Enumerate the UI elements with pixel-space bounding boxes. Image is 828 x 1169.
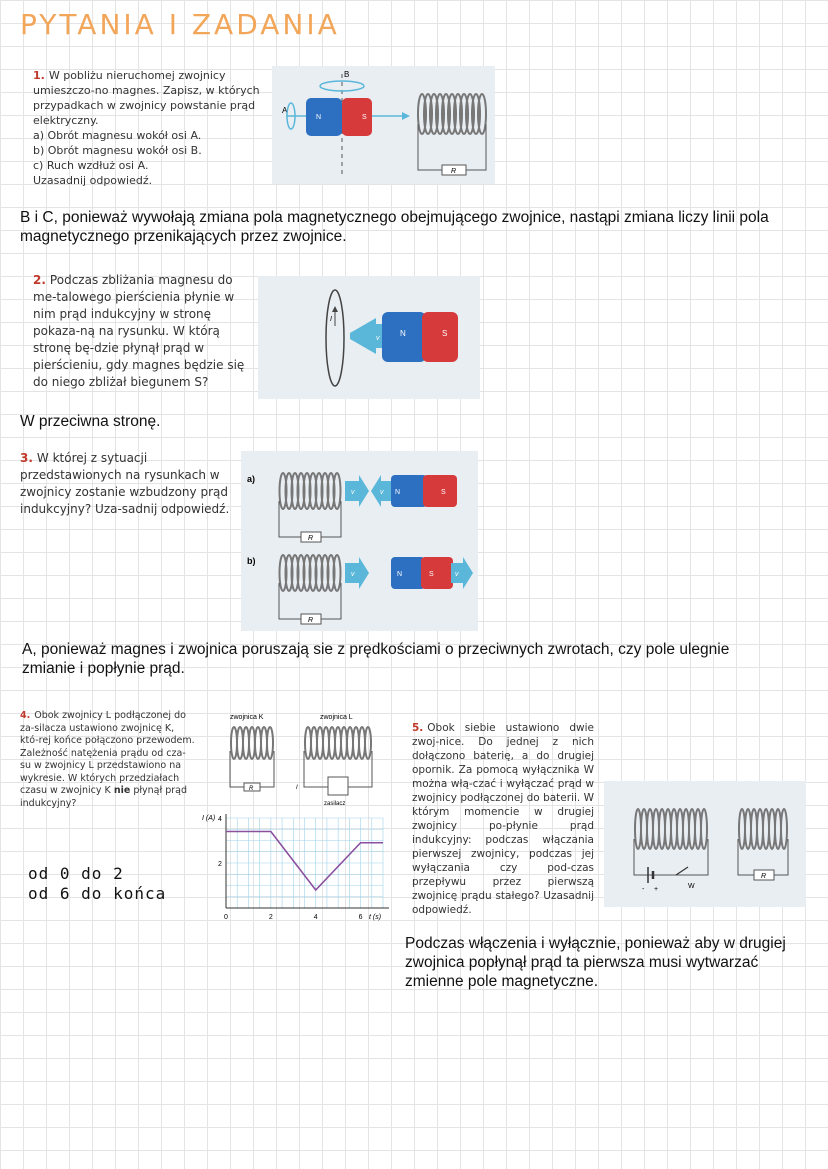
page-title: PYTANIA I ZADANIA: [20, 8, 340, 41]
resistor-k-label: R: [249, 786, 254, 792]
battery-minus: -: [642, 886, 645, 893]
coil-l-icon: [305, 727, 371, 759]
chart-x-label: t (s): [369, 914, 382, 921]
coil-k-icon: [231, 727, 273, 759]
current-l-label: I: [296, 785, 298, 791]
magnet-b-north-label: N: [397, 571, 403, 578]
magnet-north-label: N: [316, 114, 322, 121]
magnet-north: [306, 98, 342, 136]
magnet-a-south-label: S: [441, 489, 446, 496]
current-arrow-head-icon: [332, 306, 338, 312]
answer-4-line-2: od 6 do końca: [28, 884, 167, 903]
magnet-south: [342, 98, 372, 136]
task-3-question: W której z sytuacji przedstawionych na rysunkach w zwojnicy zostanie wzbudzony prąd indukcyjny? Uza-sadnij odpowiedź.: [20, 451, 230, 516]
coil-b-velocity-icon: [345, 557, 369, 589]
magnet-b-velocity-label: v: [455, 571, 459, 578]
current-chart: [198, 808, 398, 923]
axis-b-label: B: [344, 70, 350, 79]
answer-5: Podczas włączenia i wyłącznie, ponieważ aby w drugiej zwojnica popłynął prąd ta pierwsza musi wytwarzać zmienne pole magnetyczne.: [405, 935, 786, 990]
coil-a-velocity-icon: [345, 475, 369, 507]
task-2-question: Podczas zbliżania magnesu do me-talowego pierścienia płynie w nim prąd indukcyjny w stronę pokaza-ną na rysunku. W którą stronę bę-dzie płynął prąd w pierścieniu, gdy magnes będzie się do niego zbliżał biegunem S?: [33, 273, 245, 389]
label-b: b): [247, 556, 256, 566]
task-4-question-start: Obok zwojnicy L podłączonej do za-silacza ustawiono zwojnicę K, któ-rej końce połączono przewodem. Zależność natężenia prądu od cza-su w zwojnicy L przedstawiono na wykresie. W których przedziałach czasu w zwojnicy K: [20, 710, 195, 796]
chart-x-tick-label: 2: [268, 914, 273, 921]
answer-4: [28, 864, 166, 904]
magnet-b-south-label: S: [429, 571, 434, 578]
task-3-figure-svg: [241, 451, 478, 631]
task-1-number: 1.: [33, 69, 45, 82]
chart-x-tick-label: 4: [313, 914, 318, 921]
coil-k-label: zwojnica K: [230, 714, 264, 721]
chart-x-tick-label: 6: [358, 914, 363, 921]
task-4-question-end: płynął prąd indukcyjny?: [20, 785, 188, 809]
velocity-label: v: [376, 335, 380, 342]
task-4-question-bold: nie: [113, 785, 131, 796]
resistor-label: R: [761, 873, 767, 880]
coil-wire: [418, 124, 486, 170]
current-chart-svg: [198, 808, 398, 923]
task-2-figure-svg: [258, 276, 480, 399]
chart-y-tick-label: 4: [218, 816, 222, 823]
task-3-number: 3.: [20, 451, 33, 465]
task-1-question: W pobliżu nieruchomej zwojnicy umieszczo-no magnes. Zapisz, w których przypadkach w zwojnicy powstanie prąd elektryczny.: [33, 69, 260, 127]
switch-label: W: [688, 883, 695, 890]
metal-ring-icon: [326, 290, 344, 386]
chart-y-tick-label: 2: [218, 861, 222, 868]
magnet-b-south: [421, 557, 453, 589]
task-2-figure: [258, 276, 480, 399]
task-3-text: [20, 450, 230, 518]
power-supply-icon: [328, 777, 348, 795]
resistor-label: R: [451, 168, 457, 175]
chart-x-tick-label: 0: [224, 914, 228, 921]
coil-a-velocity-label: v: [351, 489, 355, 496]
task-1-item-b: b) Obrót magnesu wokół osi B.: [33, 144, 202, 157]
chart-y-label: I (A): [202, 815, 216, 822]
label-a: a): [247, 474, 256, 484]
task-1-figure: [272, 66, 495, 184]
answer-2: W przeciwna stronę.: [20, 413, 161, 430]
answer-1: B i C, ponieważ wywołają zmiana pola magnetycznego obejmującego zwojnice, nastąpi zmiana liczy linii pola magnetycznego przenikających przez zwojnice.: [20, 209, 769, 245]
magnet-a-velocity-label: v: [380, 489, 384, 496]
coil-battery-icon: [635, 809, 707, 849]
task-5-figure-svg: [604, 781, 806, 907]
magnet-a-north-label: N: [395, 489, 401, 496]
answer-4-line-1: od 0 do 2: [28, 864, 124, 883]
task-5-number: 5.: [412, 722, 424, 734]
coil-a-icon: [280, 473, 341, 509]
magnet-south-label: S: [362, 114, 367, 121]
task-4-coils-svg: [200, 707, 395, 812]
task-2-number: 2.: [33, 273, 46, 287]
task-4-coils-figure: [200, 707, 395, 812]
task-5-question: Obok siebie ustawiono dwie zwoj-nice. Do jednej z nich dołączono baterię, a do drugiej opornik. Za pomocą wyłącznika W można włą-czać i wyłączać prąd w zwojnicy podłączonej do baterii. W którym momencie w drugiej zwojnicy po-płynie prąd indukcyjny: podczas włączania pierwszej zwojnicy, podczas jej wyłączania czy pod-czas przepływu przez pierwszą zwojnicę prądu stałego? Uzasadnij odpowiedź.: [412, 722, 594, 916]
power-supply-label: zasilacz: [324, 801, 346, 807]
resistor-b-label: R: [308, 617, 314, 624]
task-3-figure: [241, 451, 478, 631]
magnet-south-label: S: [442, 329, 448, 338]
task-4-number: 4.: [20, 710, 31, 721]
task-2-text: [33, 272, 245, 391]
task-1-item-a: a) Obrót magnesu wokół osi A.: [33, 129, 202, 142]
coil-b-velocity-label: v: [351, 571, 355, 578]
magnet-north-label: N: [400, 329, 406, 338]
coil-resistor-icon: [739, 809, 787, 849]
axis-a-label: A: [282, 106, 288, 115]
magnet-a-south: [423, 475, 457, 507]
answer-3: A, ponieważ magnes i zwojnica poruszają sie z prędkościami o przeciwnych zwrotach, czy pole ulegnie zmianie i popłynie prąd.: [22, 641, 730, 677]
coil-l-label: zwojnica L: [320, 714, 353, 721]
task-1-item-c: c) Ruch wzdłuż osi A.: [33, 159, 149, 172]
coil-b-icon: [280, 555, 341, 591]
battery-plus: +: [654, 886, 659, 893]
task-4-text: [20, 710, 195, 810]
magnet-south: [422, 312, 458, 362]
task-1-tail: Uzasadnij odpowiedź.: [33, 174, 153, 187]
task-5-figure: [604, 781, 806, 907]
task-1-text: [33, 68, 271, 188]
resistor-a-label: R: [308, 535, 314, 542]
current-label: I: [330, 316, 332, 323]
coil-icon: [418, 94, 486, 134]
axis-a-arrow-icon: [402, 112, 410, 120]
switch-icon: [676, 867, 688, 875]
task-5-text: [412, 721, 594, 917]
task-1-figure-svg: [272, 66, 495, 184]
